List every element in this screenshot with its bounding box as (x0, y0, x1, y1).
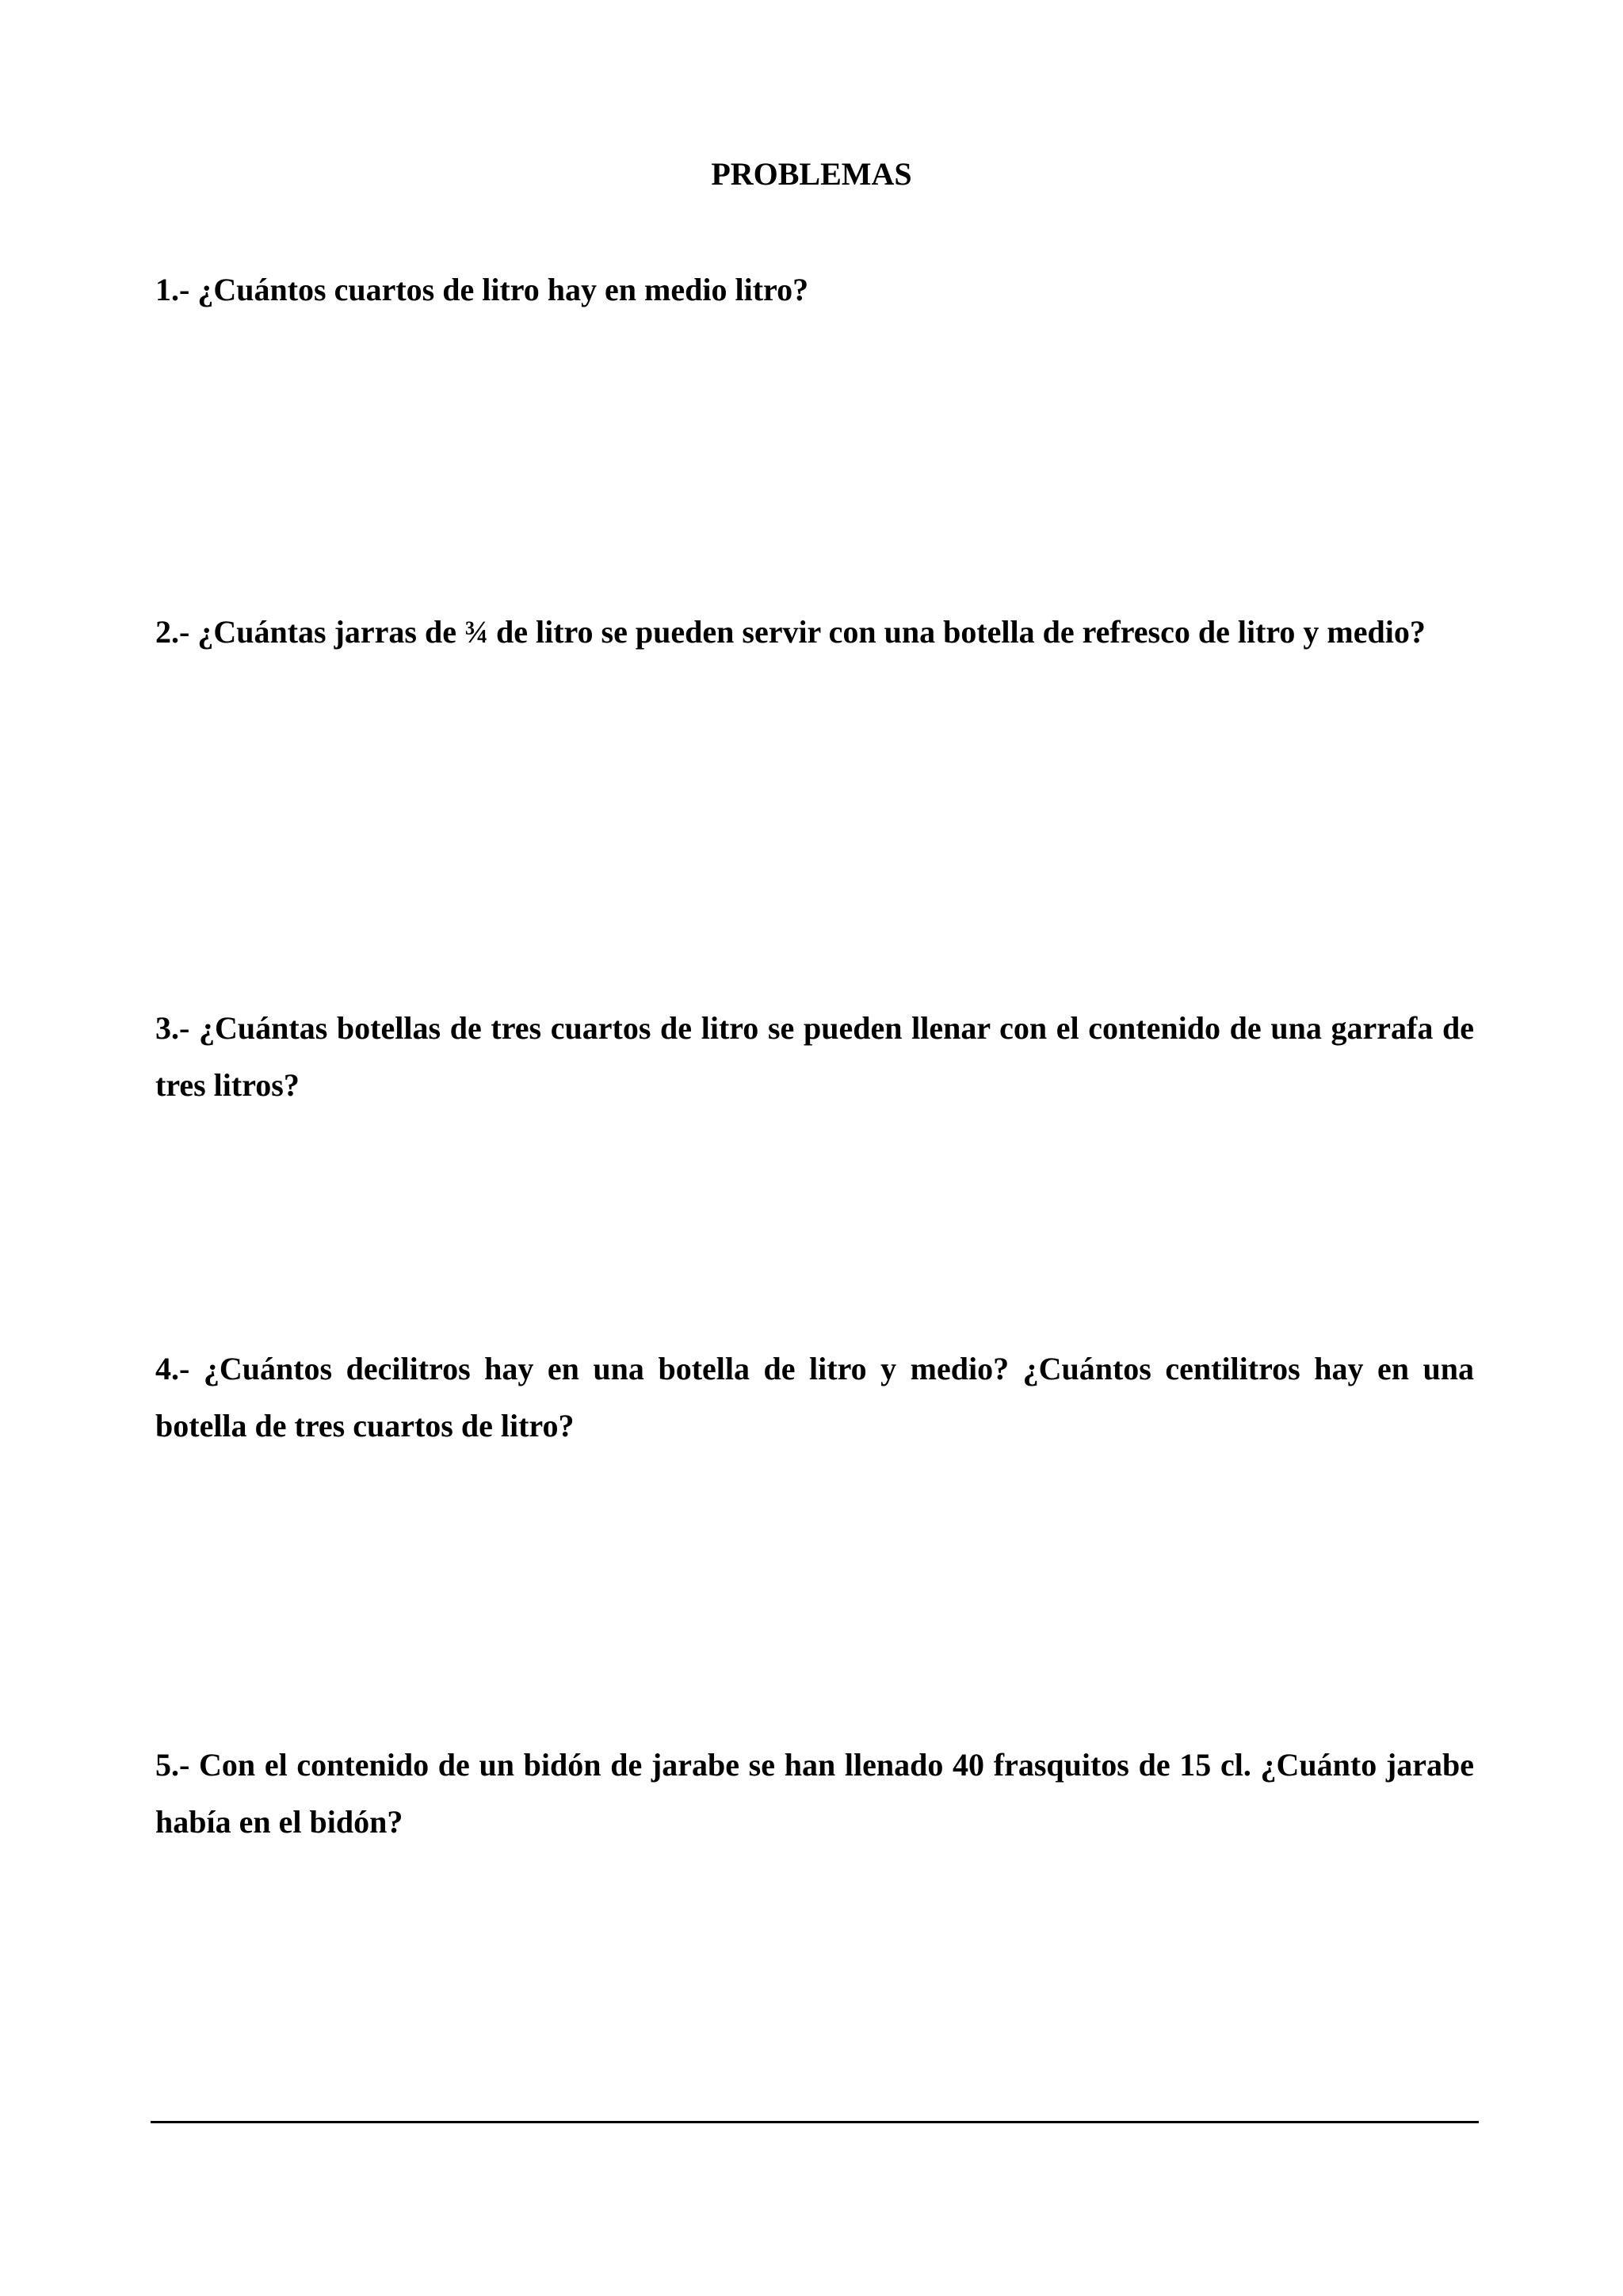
footer-divider (151, 2121, 1479, 2123)
problem-3: 3.- ¿Cuántas botellas de tres cuartos de litro se pueden llenar con el contenido de una garrafa de tres litros? (155, 1010, 1474, 1103)
problem-1: 1.- ¿Cuántos cuartos de litro hay en medio litro? (155, 272, 809, 307)
problem-2: 2.- ¿Cuántas jarras de ¾ de litro se pueden servir con una botella de refresco de litro y medio? (155, 614, 1426, 650)
page-title: PROBLEMAS (711, 156, 912, 192)
problem-5: 5.- Con el contenido de un bidón de jarabe se han llenado 40 frasquitos de 15 cl. ¿Cuánto jarabe había en el bidón? (155, 1747, 1474, 1840)
problem-4: 4.- ¿Cuántos decilitros hay en una botella de litro y medio? ¿Cuántos centilitros hay en una botella de tres cuartos de litro? (155, 1351, 1474, 1444)
